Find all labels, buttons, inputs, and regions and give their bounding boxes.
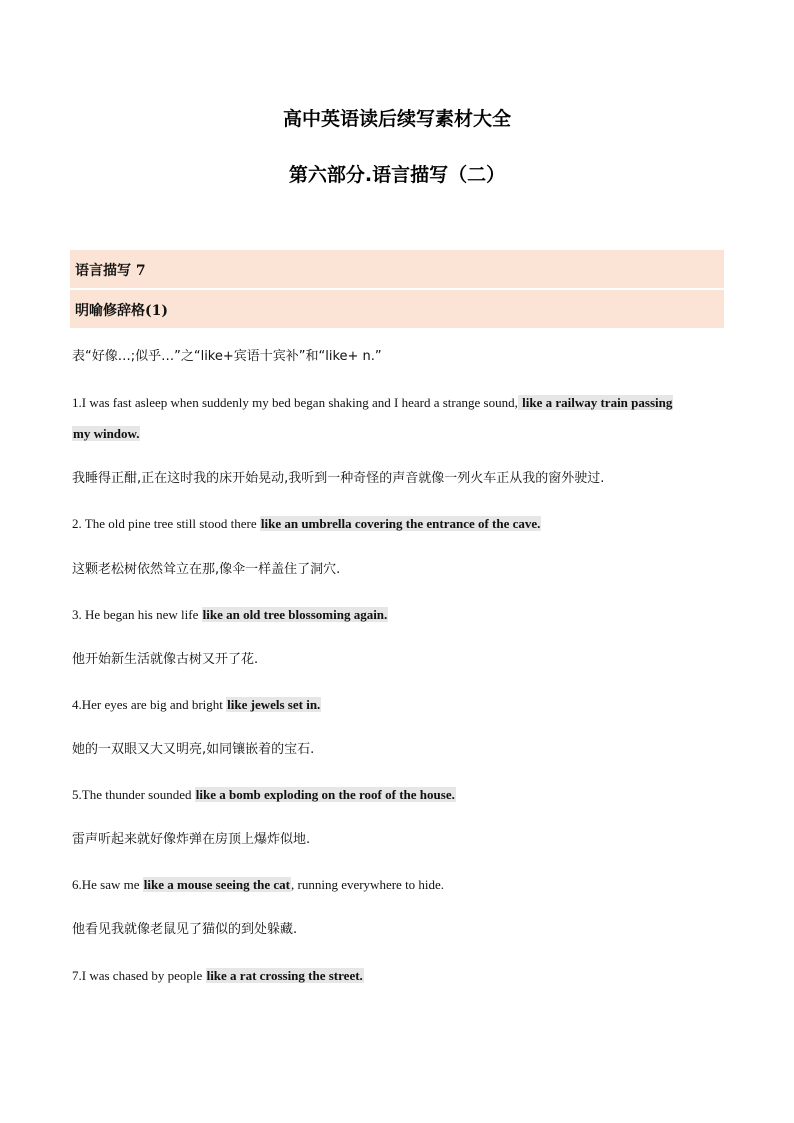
sentence-highlight: like an umbrella covering the entrance of the cave. <box>260 516 541 531</box>
sentence-tail: , running everywhere to hide. <box>291 877 445 892</box>
sentence-plain: 7.I was chased by people <box>72 968 203 983</box>
sentence-highlight: like a rat crossing the street. <box>206 968 363 983</box>
sentence-plain: 3. He began his new life <box>72 607 199 622</box>
sentence-2-cn: 这颗老松树依然耸立在那,像伞一样盖住了洞穴. <box>72 562 341 577</box>
sentence-highlight: like an old tree blossoming again. <box>202 607 388 622</box>
sentence-plain: 4.Her eyes are big and bright <box>72 697 223 712</box>
sentence-1-cn: 我睡得正酣,正在这时我的床开始晃动,我听到一种奇怪的声音就像一列火车正从我的窗外驶过. <box>72 471 605 486</box>
sentence-3-en <box>72 607 388 623</box>
sentence-6-cn: 他看见我就像老鼠见了猫似的到处躲藏. <box>72 922 298 937</box>
sentence-3-cn: 他开始新生活就像古树又开了花. <box>72 652 259 667</box>
sentence-1-en <box>72 395 673 411</box>
sentence-highlight: like jewels set in. <box>227 697 321 712</box>
sentence-5-cn: 雷声听起来就好像炸弹在房顶上爆炸似地. <box>72 832 311 847</box>
sentence-plain: 2. The old pine tree still stood there <box>72 516 257 531</box>
heading-band-1 <box>70 250 724 288</box>
sentence-7-en <box>72 968 364 984</box>
sentence-1-en-cont <box>72 426 140 442</box>
sentence-4-cn: 她的一双眼又大又明亮,如同镶嵌着的宝石. <box>72 742 315 757</box>
sentence-plain: 1.I was fast asleep when suddenly my bed began shaking and I heard a strange sound, <box>72 395 518 410</box>
sentence-6-en <box>72 877 444 893</box>
sentence-highlight: my window. <box>73 426 140 441</box>
heading-band-2 <box>70 290 724 328</box>
sentence-2-en <box>72 516 541 532</box>
sentence-plain: 6.He saw me <box>72 877 140 892</box>
heading-language-description-7: 语言描写 7 <box>75 263 146 279</box>
sentence-4-en <box>72 697 321 713</box>
sentence-highlight: like a railway train passing <box>518 395 673 410</box>
document-title: 高中英语读后续写素材大全 <box>282 108 511 130</box>
sentence-5-en <box>72 787 456 803</box>
intro-text: 表“好像…;似乎…”之“like+宾语十宾补”和“like+ n.” <box>72 349 382 364</box>
sentence-plain: 5.The thunder sounded <box>72 787 192 802</box>
sentence-highlight: like a bomb exploding on the roof of the house. <box>195 787 455 802</box>
sentence-highlight: like a mouse seeing the cat <box>143 877 290 892</box>
heading-simile: 明喻修辞格(1) <box>75 303 168 319</box>
section-title: 第六部分.语言描写（二） <box>288 164 506 186</box>
